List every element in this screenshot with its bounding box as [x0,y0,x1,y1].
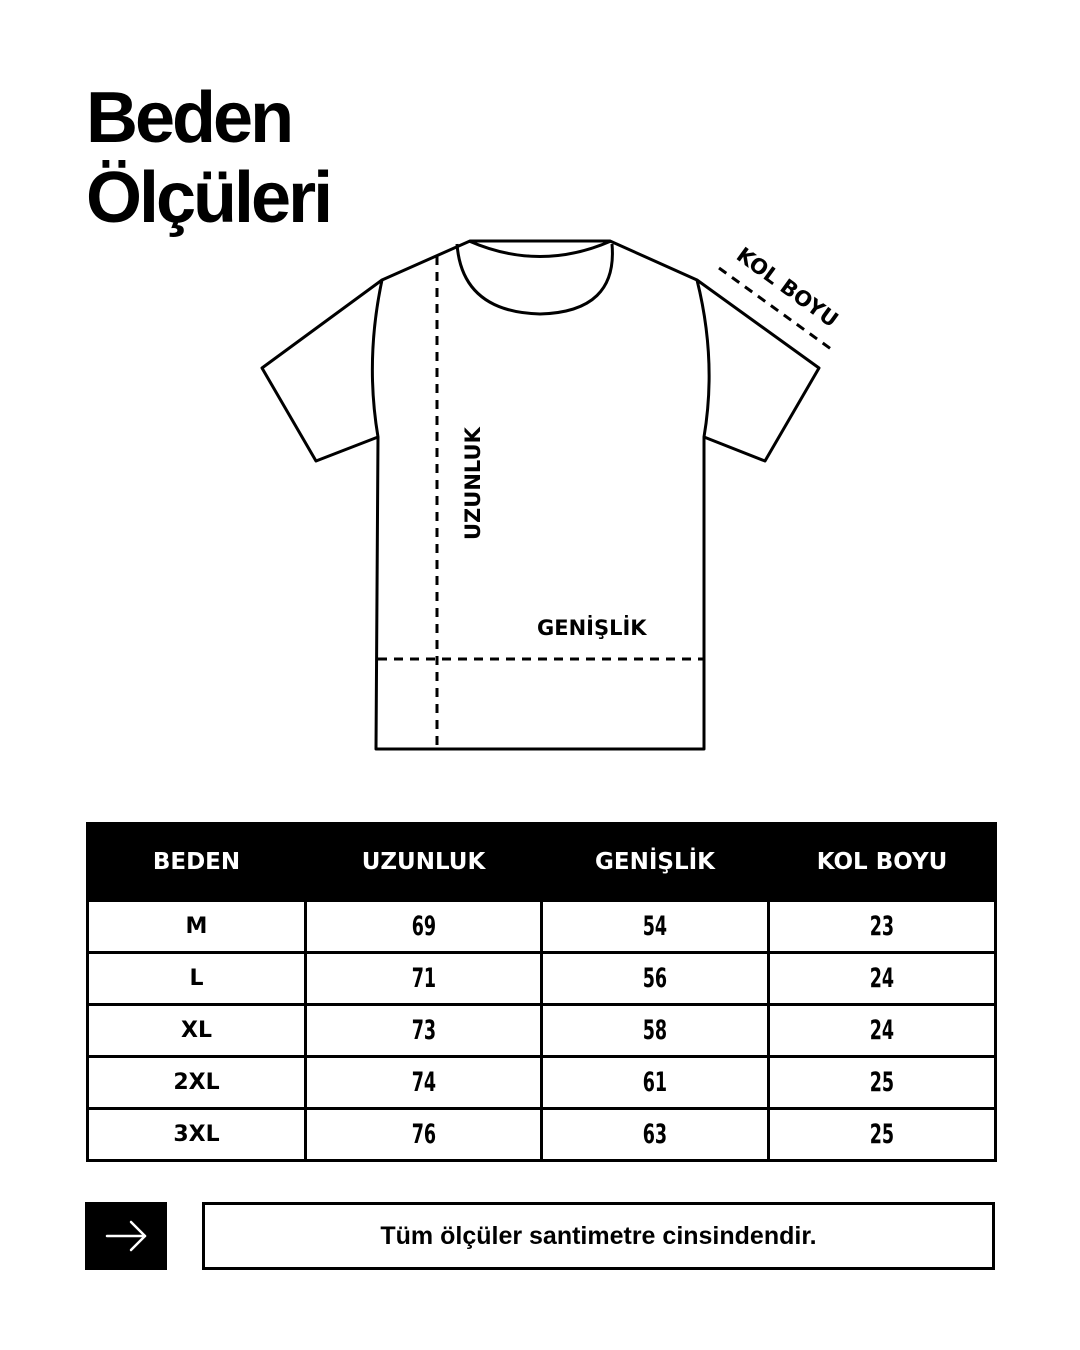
cell-sleeve: 25 [769,1109,996,1161]
table-header-row [88,824,996,901]
cell-size: XL [88,1005,306,1057]
cell-width: 54 [542,901,769,953]
header-size: BEDEN [88,824,306,901]
measurement-note-text: Tüm ölçüler santimetre cinsindendir. [380,1221,817,1250]
cell-length: 76 [306,1109,542,1161]
header-length: UZUNLUK [306,824,542,901]
sleeve-label: KOL BOYU [732,242,843,333]
cell-sleeve: 24 [769,1005,996,1057]
arrow-right-icon [85,1202,167,1270]
cell-sleeve: 23 [769,901,996,953]
cell-size: M [88,901,306,953]
cell-size: 3XL [88,1109,306,1161]
tshirt-outline [372,241,709,749]
width-label: GENİŞLİK [537,616,647,640]
cell-size: 2XL [88,1057,306,1109]
page-title-line-1: Beden [86,78,292,158]
cell-size: L [88,953,306,1005]
size-table [86,822,997,1162]
cell-length: 71 [306,953,542,1005]
cell-sleeve: 25 [769,1057,996,1109]
table-row [88,1057,996,1109]
cell-length: 69 [306,901,542,953]
arrow-badge [85,1202,167,1270]
length-label: UZUNLUK [461,427,485,540]
table-row [88,1005,996,1057]
cell-length: 73 [306,1005,542,1057]
table-row [88,901,996,953]
cell-width: 58 [542,1005,769,1057]
header-width: GENİŞLİK [542,824,769,901]
cell-width: 63 [542,1109,769,1161]
cell-width: 61 [542,1057,769,1109]
cell-sleeve: 24 [769,953,996,1005]
tshirt-collar-inner [469,241,611,257]
cell-width: 56 [542,953,769,1005]
header-sleeve: KOL BOYU [769,824,996,901]
table-row [88,953,996,1005]
tshirt-left-sleeve [262,280,382,461]
measurement-note [202,1202,995,1270]
tshirt-collar [457,244,612,314]
page-title-line-2: Ölçüleri [86,158,331,238]
cell-length: 74 [306,1057,542,1109]
table-row [88,1109,996,1161]
